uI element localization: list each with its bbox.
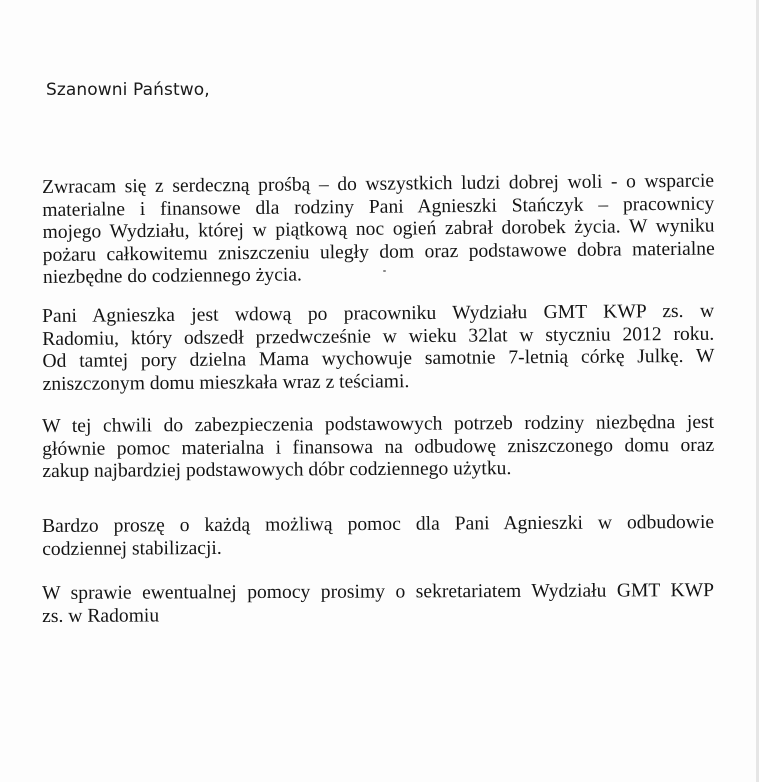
letter-paragraph-request xyxy=(42,512,714,561)
letter-paragraph-contact xyxy=(42,580,714,628)
paragraph-line: W sprawie ewentualnej pomocy prosimy o sekretariatem Wydziału GMT KWP xyxy=(42,580,715,604)
paragraph-line: zakup najbardziej podstawowych dóbr codziennego użytku. xyxy=(42,458,512,482)
letter-greeting: Szanowni Państwo, xyxy=(46,80,210,100)
letter-paragraph-appeal xyxy=(42,171,715,290)
paragraph-line: Radomiu, który odszedł przedwcześnie w wieku 32lat w styczniu 2012 roku. xyxy=(42,323,715,350)
letter-paragraph-needs xyxy=(42,412,714,484)
paragraph-line: materialne i finansowe dla rodziny Pani Agnieszki Stańczyk – pracownicy xyxy=(42,193,715,221)
paragraph-line: W tej chwili do zabezpieczenia podstawowych potrzeb rodziny niezbędna jest xyxy=(42,411,715,437)
paragraph-line: pożaru całkowitemu zniszczeniu uległy dom oraz podstawowe dobra materialne xyxy=(42,238,715,266)
paragraph-line: zs. w Radomiu xyxy=(42,604,160,627)
letter-paragraph-background xyxy=(42,301,715,396)
paragraph-line: Bardzo proszę o każdą możliwą pomoc dla Pani Agnieszki w odbudowie xyxy=(42,511,715,537)
paragraph-line: Od tamtej pory dzielna Mama wychowuje samotnie 7-letnią córkę Julkę. W xyxy=(42,345,715,372)
paragraph-line: zniszczonym domu mieszkała wraz z teściami. xyxy=(42,370,410,395)
paragraph-line: niezbędne do codziennego życia. xyxy=(42,264,303,288)
paragraph-line: mojego Wydziału, której w piątkową noc ogień zabrał dorobek życia. W wyniku xyxy=(42,215,715,243)
paragraph-line: Zwracam się z serdeczną prośbą – do wszystkich ludzi dobrej woli - o wsparcie xyxy=(42,170,715,198)
scan-speck xyxy=(383,270,386,272)
paragraph-line: codziennej stabilizacji. xyxy=(42,537,222,560)
paragraph-line: głównie pomoc materialna i finansowa na odbudowę zniszczonego domu oraz xyxy=(42,434,715,460)
paragraph-line: Pani Agnieszka jest wdową po pracowniku Wydziału GMT KWP zs. w xyxy=(42,300,715,327)
